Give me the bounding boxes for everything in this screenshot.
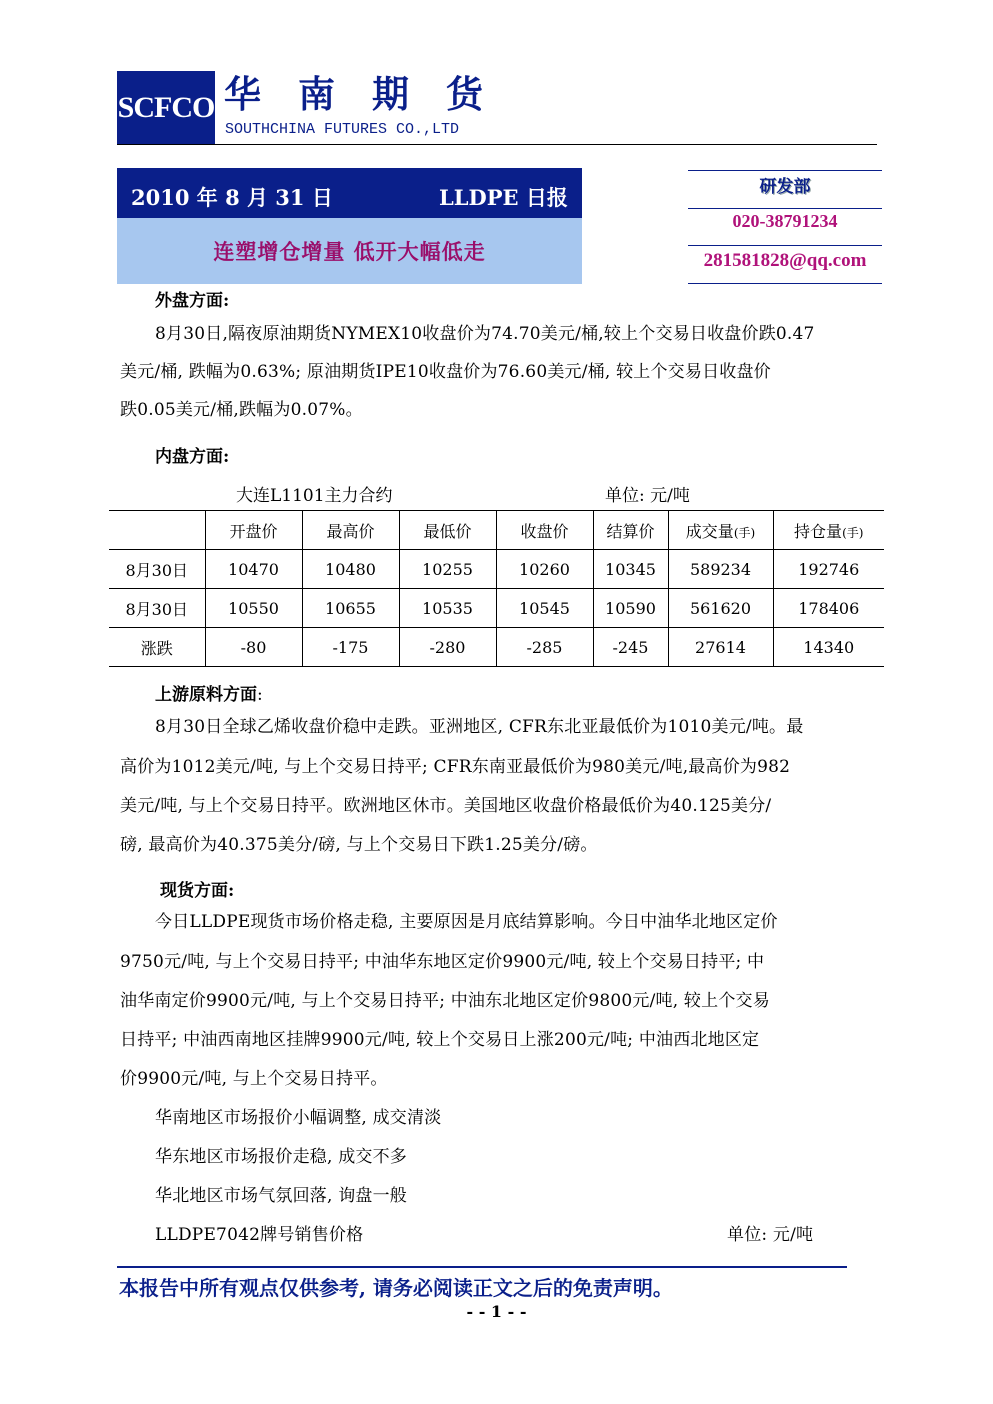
footer-divider — [117, 1266, 847, 1268]
header-unit: (手) — [842, 525, 864, 540]
report-date: 2010 年 8 月 31 日 — [131, 185, 333, 210]
table-header-cell: 收盘价 — [496, 511, 593, 550]
contact-divider — [688, 208, 882, 209]
table-header-cell — [668, 511, 773, 550]
table-cell: 192746 — [773, 550, 884, 589]
region-note: 华南地区市场报价小幅调整, 成交清淡 — [155, 1108, 442, 1128]
table-cell: 10345 — [593, 550, 668, 589]
contact-divider — [688, 245, 882, 246]
price-table-unit: 单位: 元/吨 — [727, 1225, 814, 1245]
table-cell: 10480 — [302, 550, 399, 589]
table-header-cell: 最高价 — [302, 511, 399, 550]
header-divider — [117, 144, 877, 145]
section-heading-domestic: 内盘方面: — [155, 447, 230, 467]
region-note: 华东地区市场报价走稳, 成交不多 — [155, 1147, 408, 1167]
table-cell: 561620 — [668, 589, 773, 628]
section-heading-overseas: 外盘方面: — [155, 291, 230, 311]
table-row — [109, 589, 884, 628]
paragraph-line: 美元/吨, 与上个交易日持平。欧洲地区休市。美国地区收盘价格最低价为40.125美分/ — [120, 796, 772, 816]
heading-colon: : — [257, 685, 263, 705]
header-unit: (手) — [733, 525, 756, 540]
company-name-en: SOUTHCHINA FUTURES CO.,LTD — [225, 121, 460, 138]
table-cell: 10535 — [399, 589, 496, 628]
table-cell: 10260 — [496, 550, 593, 589]
paragraph-line: 8月30日,隔夜原油期货NYMEX10收盘价为74.70美元/桶,较上个交易日收盘价跌0.47 — [155, 324, 815, 344]
table-unit: 单位: 元/吨 — [605, 486, 690, 506]
paragraph-line: 美元/桶, 跌幅为0.63%; 原油期货IPE10收盘价为76.60美元/桶, 较上个交易日收盘价 — [120, 362, 771, 382]
header-volume: 成交量 — [685, 521, 734, 541]
table-cell: 10255 — [399, 550, 496, 589]
header-open-interest: 持仓量 — [794, 521, 843, 541]
table-cell: 10545 — [496, 589, 593, 628]
price-table-caption: LLDPE7042牌号销售价格 — [155, 1225, 364, 1245]
paragraph-line: 9750元/吨, 与上个交易日持平; 中油华东地区定价9900元/吨, 较上个交易日持平; 中 — [120, 952, 765, 972]
company-logo — [117, 71, 215, 144]
table-header-cell: 最低价 — [399, 511, 496, 550]
region-note: 华北地区市场气氛回落, 询盘一般 — [155, 1186, 408, 1206]
table-cell: -80 — [205, 628, 302, 667]
table-cell: 589234 — [668, 550, 773, 589]
table-header-cell: 结算价 — [593, 511, 668, 550]
table-cell: 10550 — [205, 589, 302, 628]
table-cell: 涨跌 — [109, 628, 205, 667]
report-type: LLDPE 日报 — [439, 185, 568, 210]
table-row — [109, 550, 884, 589]
table-cell: 8月30日 — [109, 589, 205, 628]
table-cell: 10590 — [593, 589, 668, 628]
table-cell: 10655 — [302, 589, 399, 628]
contact-email: 281581828@qq.com — [703, 250, 867, 271]
table-cell: -280 — [399, 628, 496, 667]
table-header-cell — [109, 511, 205, 550]
paragraph-line: 8月30日全球乙烯收盘价稳中走跌。亚洲地区, CFR东北亚最低价为1010美元/吨。最 — [155, 717, 804, 737]
page-number: - - 1 - - — [466, 1302, 527, 1321]
table-cell: 178406 — [773, 589, 884, 628]
table-caption: 大连L1101主力合约 — [236, 486, 393, 506]
report-headline: 连塑增仓增量 低开大幅低走 — [213, 239, 486, 264]
logo-text: SCFCO — [117, 90, 215, 124]
paragraph-line: 磅, 最高价为40.375美分/磅, 与上个交易日下跌1.25美分/磅。 — [120, 835, 598, 855]
paragraph-line: 高价为1012美元/吨, 与上个交易日持平; CFR东南亚最低价为980美元/吨,最高价为982 — [120, 757, 791, 777]
contact-phone: 020-38791234 — [732, 211, 838, 231]
table-header-row — [109, 511, 884, 550]
table-cell: 27614 — [668, 628, 773, 667]
table-header-cell — [773, 511, 884, 550]
headline-bar — [117, 218, 582, 284]
paragraph-line: 跌0.05美元/桶,跌幅为0.07%。 — [120, 400, 363, 420]
report-title-bar — [117, 168, 582, 218]
section-heading-upstream — [155, 680, 263, 705]
paragraph-line: 油华南定价9900元/吨, 与上个交易日持平; 中油东北地区定价9800元/吨, 较上个交易 — [120, 991, 770, 1011]
table-header-cell: 开盘价 — [205, 511, 302, 550]
table-cell: -175 — [302, 628, 399, 667]
table-cell: 8月30日 — [109, 550, 205, 589]
table-cell: 10470 — [205, 550, 302, 589]
department-label: 研发部 — [759, 177, 811, 197]
contact-divider — [688, 170, 882, 171]
paragraph-line: 今日LLDPE现货市场价格走稳, 主要原因是月底结算影响。今日中油华北地区定价 — [155, 912, 778, 932]
paragraph-line: 价9900元/吨, 与上个交易日持平。 — [120, 1069, 388, 1089]
contact-divider — [688, 283, 882, 284]
paragraph-line: 日持平; 中油西南地区挂牌9900元/吨, 较上个交易日上涨200元/吨; 中油西北地区定 — [120, 1030, 760, 1050]
table-cell: -285 — [496, 628, 593, 667]
table-row — [109, 628, 884, 667]
table-cell: -245 — [593, 628, 668, 667]
futures-price-table — [109, 510, 884, 667]
table-cell: 14340 — [773, 628, 884, 667]
section-heading-spot: 现货方面: — [160, 881, 235, 901]
heading-text: 上游原料方面 — [155, 685, 257, 705]
company-name-cn: 华南期货 — [224, 72, 520, 116]
disclaimer-text: 本报告中所有观点仅供参考, 请务必阅读正文之后的免责声明。 — [119, 1276, 673, 1300]
